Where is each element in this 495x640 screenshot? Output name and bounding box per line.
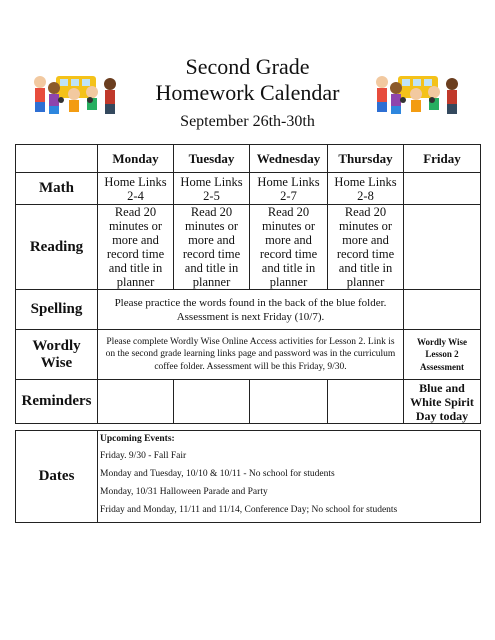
wordly-wise-label xyxy=(16,330,98,380)
children-bus-clipart-left xyxy=(30,70,122,118)
reading-line: more and xyxy=(112,233,159,247)
reading-line: minutes or xyxy=(338,219,393,233)
math-wednesday-line2: 2-7 xyxy=(280,188,297,203)
event-item: Friday. 9/30 - Fall Fair xyxy=(100,451,187,461)
page-title-line1: Second Grade xyxy=(185,54,310,79)
wordly-wise-row xyxy=(16,330,481,380)
math-tuesday-line1: Home Links xyxy=(180,174,243,189)
spelling-instructions xyxy=(98,290,404,330)
math-wednesday-line1: Home Links xyxy=(257,174,320,189)
reading-row xyxy=(16,205,481,290)
math-tuesday xyxy=(174,173,250,205)
reading-line: more and xyxy=(265,233,312,247)
math-thursday-line1: Home Links xyxy=(334,174,397,189)
reading-monday xyxy=(98,205,174,290)
reading-thursday xyxy=(328,205,404,290)
reading-line: record time xyxy=(336,247,395,261)
reading-line: Read 20 xyxy=(267,205,310,219)
reading-wednesday xyxy=(250,205,328,290)
reminders-label: Reminders xyxy=(16,380,98,424)
reading-line: Read 20 xyxy=(344,205,387,219)
event-item: Friday and Monday, 11/11 and 11/14, Conference Day; No school for students xyxy=(100,505,398,515)
spelling-line2: Assessment is next Friday (10/7). xyxy=(176,310,325,323)
dates-label: Dates xyxy=(16,431,98,523)
reminders-monday xyxy=(98,380,174,424)
reading-line: planner xyxy=(346,275,385,289)
reminders-thursday xyxy=(328,380,404,424)
reading-line: record time xyxy=(182,247,241,261)
upcoming-events xyxy=(98,431,481,523)
reading-line: planner xyxy=(269,275,308,289)
math-monday-line1: Home Links xyxy=(104,174,167,189)
reading-line: and title in xyxy=(338,261,393,275)
reading-tuesday xyxy=(174,205,250,290)
spelling-row xyxy=(16,290,481,330)
reading-line: Read 20 xyxy=(190,205,233,219)
reading-label: Reading xyxy=(16,205,98,290)
spelling-line1: Please practice the words found in the back of the blue folder. xyxy=(114,296,387,309)
upcoming-events-heading: Upcoming Events: xyxy=(100,434,175,444)
math-thursday-line2: 2-8 xyxy=(357,188,374,203)
math-monday-line2: 2-4 xyxy=(127,188,144,203)
wordly-wise-label-line2: Wise xyxy=(40,354,73,371)
day-header-tuesday: Tuesday xyxy=(174,145,250,173)
children-bus-clipart-right xyxy=(372,70,464,118)
dates-table xyxy=(15,430,481,523)
wordly-wise-friday-line3: Assessment xyxy=(420,361,464,372)
math-label: Math xyxy=(16,173,98,205)
reading-line: and title in xyxy=(108,261,163,275)
math-thursday xyxy=(328,173,404,205)
day-header-friday: Friday xyxy=(404,145,481,173)
reading-line: planner xyxy=(116,275,155,289)
reminders-tuesday xyxy=(174,380,250,424)
event-item: Monday and Tuesday, 10/10 & 10/11 - No school for students xyxy=(100,469,335,479)
dates-row xyxy=(16,431,481,523)
math-monday xyxy=(98,173,174,205)
homework-table xyxy=(15,144,481,424)
reading-line: minutes or xyxy=(261,219,316,233)
corner-cell xyxy=(16,145,98,173)
reminders-friday-line3: Day today xyxy=(415,408,469,423)
wordly-wise-friday xyxy=(404,330,481,380)
reading-line: minutes or xyxy=(184,219,239,233)
day-header-thursday: Thursday xyxy=(328,145,404,173)
reading-line: and title in xyxy=(261,261,316,275)
wordly-wise-friday-line1: Wordly Wise xyxy=(417,336,467,347)
page-title-line2: Homework Calendar xyxy=(155,80,340,105)
reading-line: minutes or xyxy=(108,219,163,233)
spelling-friday xyxy=(404,290,481,330)
math-friday xyxy=(404,173,481,205)
reminders-friday-line2: White Spirit xyxy=(410,394,474,409)
week-subtitle: September 26th-30th xyxy=(180,113,315,130)
reading-line: and title in xyxy=(184,261,239,275)
wordly-wise-label-line1: Wordly xyxy=(32,337,81,354)
reminders-friday xyxy=(404,380,481,424)
reminders-friday-line1: Blue and xyxy=(419,380,465,395)
math-tuesday-line2: 2-5 xyxy=(203,188,220,203)
reading-line: planner xyxy=(192,275,231,289)
reading-line: record time xyxy=(259,247,318,261)
reading-friday xyxy=(404,205,481,290)
reminders-wednesday xyxy=(250,380,328,424)
spelling-label: Spelling xyxy=(16,290,98,330)
wordly-wise-friday-line2: Lesson 2 xyxy=(425,349,459,360)
reading-line: Read 20 xyxy=(114,205,157,219)
wordly-wise-instructions: Please complete Wordly Wise Online Access activities for Lesson 2. Link is on the second grade learning links page and password was in the curriculum coffee folder. Assessment will be this Friday, 9/30. xyxy=(98,330,404,380)
math-wednesday xyxy=(250,173,328,205)
reading-line: record time xyxy=(106,247,165,261)
math-row xyxy=(16,173,481,205)
day-header-row xyxy=(16,145,481,173)
day-header-monday: Monday xyxy=(98,145,174,173)
reading-line: more and xyxy=(188,233,235,247)
reading-line: more and xyxy=(342,233,389,247)
reminders-row xyxy=(16,380,481,424)
day-header-wednesday: Wednesday xyxy=(250,145,328,173)
event-item: Monday, 10/31 Halloween Parade and Party xyxy=(100,487,268,497)
